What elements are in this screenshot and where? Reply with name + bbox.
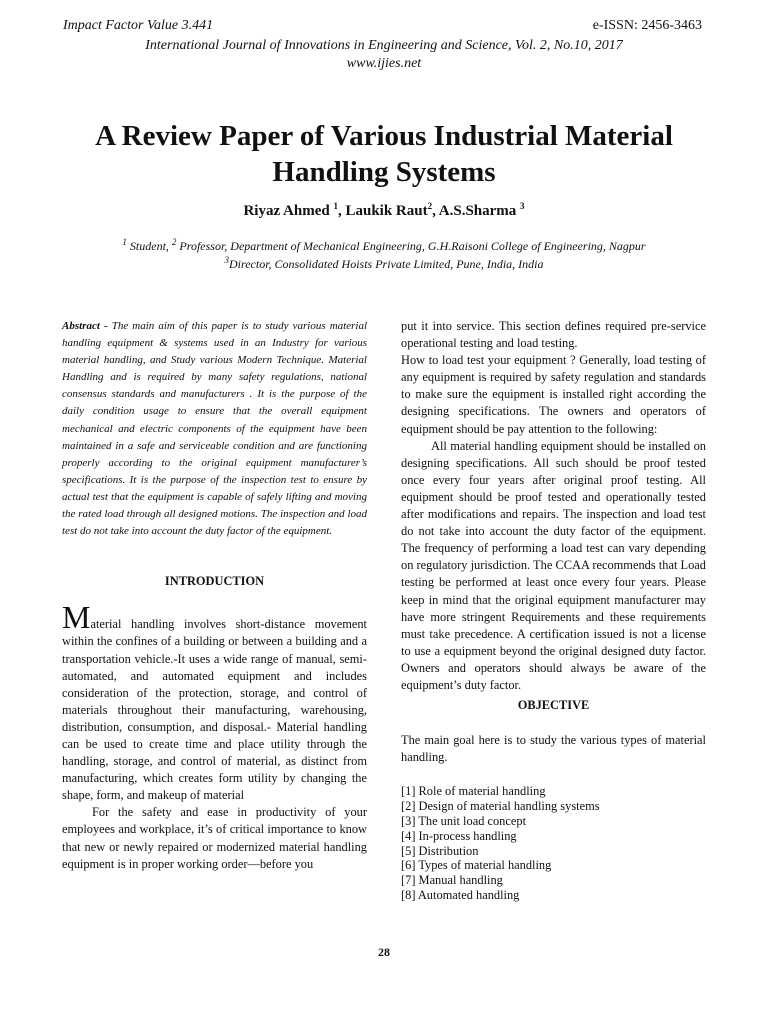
- author-list: [0, 203, 768, 220]
- aff-text-1a: Student,: [126, 239, 172, 253]
- eissn: e-ISSN: 2456-3463: [592, 18, 702, 33]
- abstract: [62, 318, 367, 540]
- introduction-heading: INTRODUCTION: [164, 574, 265, 589]
- affiliation-2: [0, 257, 768, 272]
- objective-heading: OBJECTIVE: [517, 698, 590, 713]
- right-paragraph-3: All material handling equipment should be installed on designing specifications. All such should be proof tested once every four years after original proof testing. All equipment should be proof tested and operationally tested after modifications and repairs. The inspection and load test do not take into account the duty factor of the equipment. The frequency of performing a load test can vary depending on regulatory jurisdiction. The CCAA recommends that Load testing be performed at least once every four years. Please keep in mind that the original equipment manufacturer may have more stringent Requirements and these requirements must take precedence. A certification issued is not a license to use a equipment beyond the original designed duty factor. Owners and operators should always be aware of the equipment’s duty factor.: [401, 438, 706, 692]
- list-item: [6] Types of material handling: [401, 858, 552, 873]
- author-3: , A.S.Sharma: [432, 203, 521, 219]
- aff-sup-1: 1: [122, 237, 127, 247]
- author-1-sup: 1: [333, 201, 338, 211]
- author-2: , Laukik Raut: [337, 203, 428, 219]
- list-item: [1] Role of material handling: [401, 784, 546, 799]
- intro-paragraph-1: [62, 599, 367, 804]
- list-item: [2] Design of material handling systems: [401, 799, 600, 814]
- aff-sup-3: 3: [224, 255, 229, 265]
- affiliation-1: [0, 239, 768, 254]
- list-item: [3] The unit load concept: [401, 813, 527, 828]
- author-2-sup: 2: [427, 201, 433, 211]
- page-number: 28: [378, 945, 390, 959]
- left-column: [62, 318, 367, 873]
- right-column: [401, 318, 706, 903]
- list-item: [4] In-process handling: [401, 828, 517, 843]
- author-3-sup: 3: [520, 201, 525, 211]
- intro-paragraph-1-text: aterial handling involves short-distance movement within the confines of a building or between a building and a transportation vehicle.-It uses a wide range of manual, semi-automated, and automated equipment and includes consideration of the protection, storage, and control of materials throughout their manufacturing, warehousing, distribution, consumption, and disposal.- Material handling can be used to create time and place utility through the handling, storage, and control of material, as distinct from manufacturing, which creates form utility by changing the shape, form, and makeup of material: [62, 617, 367, 803]
- aff-text-2: Director, Consolidated Hoists Private Limited, Pune, India, India: [228, 257, 544, 271]
- right-paragraph-2: How to load test your equipment ? Generally, load testing of any equipment is required by safety regulation and standards to make sure the equipment is installed right according the designing specifications. The owners and operators of equipment should be pay attention to the following:: [401, 353, 706, 436]
- aff-sup-2: 2: [171, 237, 177, 247]
- intro-paragraph-2: For the safety and ease in productivity of your employees and workplace, it’s of critical importance to know that new or newly repaired or modernized material handling equipment is in proper working order—before you: [62, 805, 367, 871]
- aff-text-1b: Professor, Department of Mechanical Engineering, G.H.Raisoni College of Engineering, Nagpur: [176, 239, 646, 253]
- impact-factor: Impact Factor Value 3.441: [63, 18, 214, 33]
- journal-website: www.ijies.net: [346, 56, 422, 71]
- objective-text: The main goal here is to study the various types of material handling.: [401, 733, 706, 765]
- abstract-label: Abstract -: [62, 320, 108, 332]
- journal-name: International Journal of Innovations in Engineering and Science, Vol. 2, No.10, 2017: [145, 38, 623, 53]
- objective-list: [401, 784, 706, 902]
- list-item: [7] Manual handling: [401, 873, 503, 888]
- right-paragraph-1: put it into service. This section defines required pre-service operational testing and load testing.: [401, 319, 706, 351]
- paper-title: A Review Paper of Various Industrial Material Handling Systems: [95, 120, 673, 188]
- abstract-text: The main aim of this paper is to study various material handling equipment & systems used in an Industry for various material handling, and Study various Modern Technique. Material Handling and is required by many safety regulations, national consensus standards and manufacturers . It is the purpose of the daily condition usage to ensure that the overall equipment mechanical and electric components of the equipment have been maintained in a safe and serviceable condition and are functioning properly according to the original equipment manufacturer’s specifications. It is the purpose of the inspection test to ensure by actual test that the equipment is capable of safely lifting and moving the rated load through all designed motions. The inspection and load test do not take into account the duty factor of the equipment.: [62, 320, 367, 538]
- drop-cap: M: [62, 599, 91, 636]
- list-item: [8] Automated handling: [401, 887, 520, 902]
- author-1: Riyaz Ahmed: [243, 203, 334, 219]
- list-item: [5] Distribution: [401, 843, 479, 858]
